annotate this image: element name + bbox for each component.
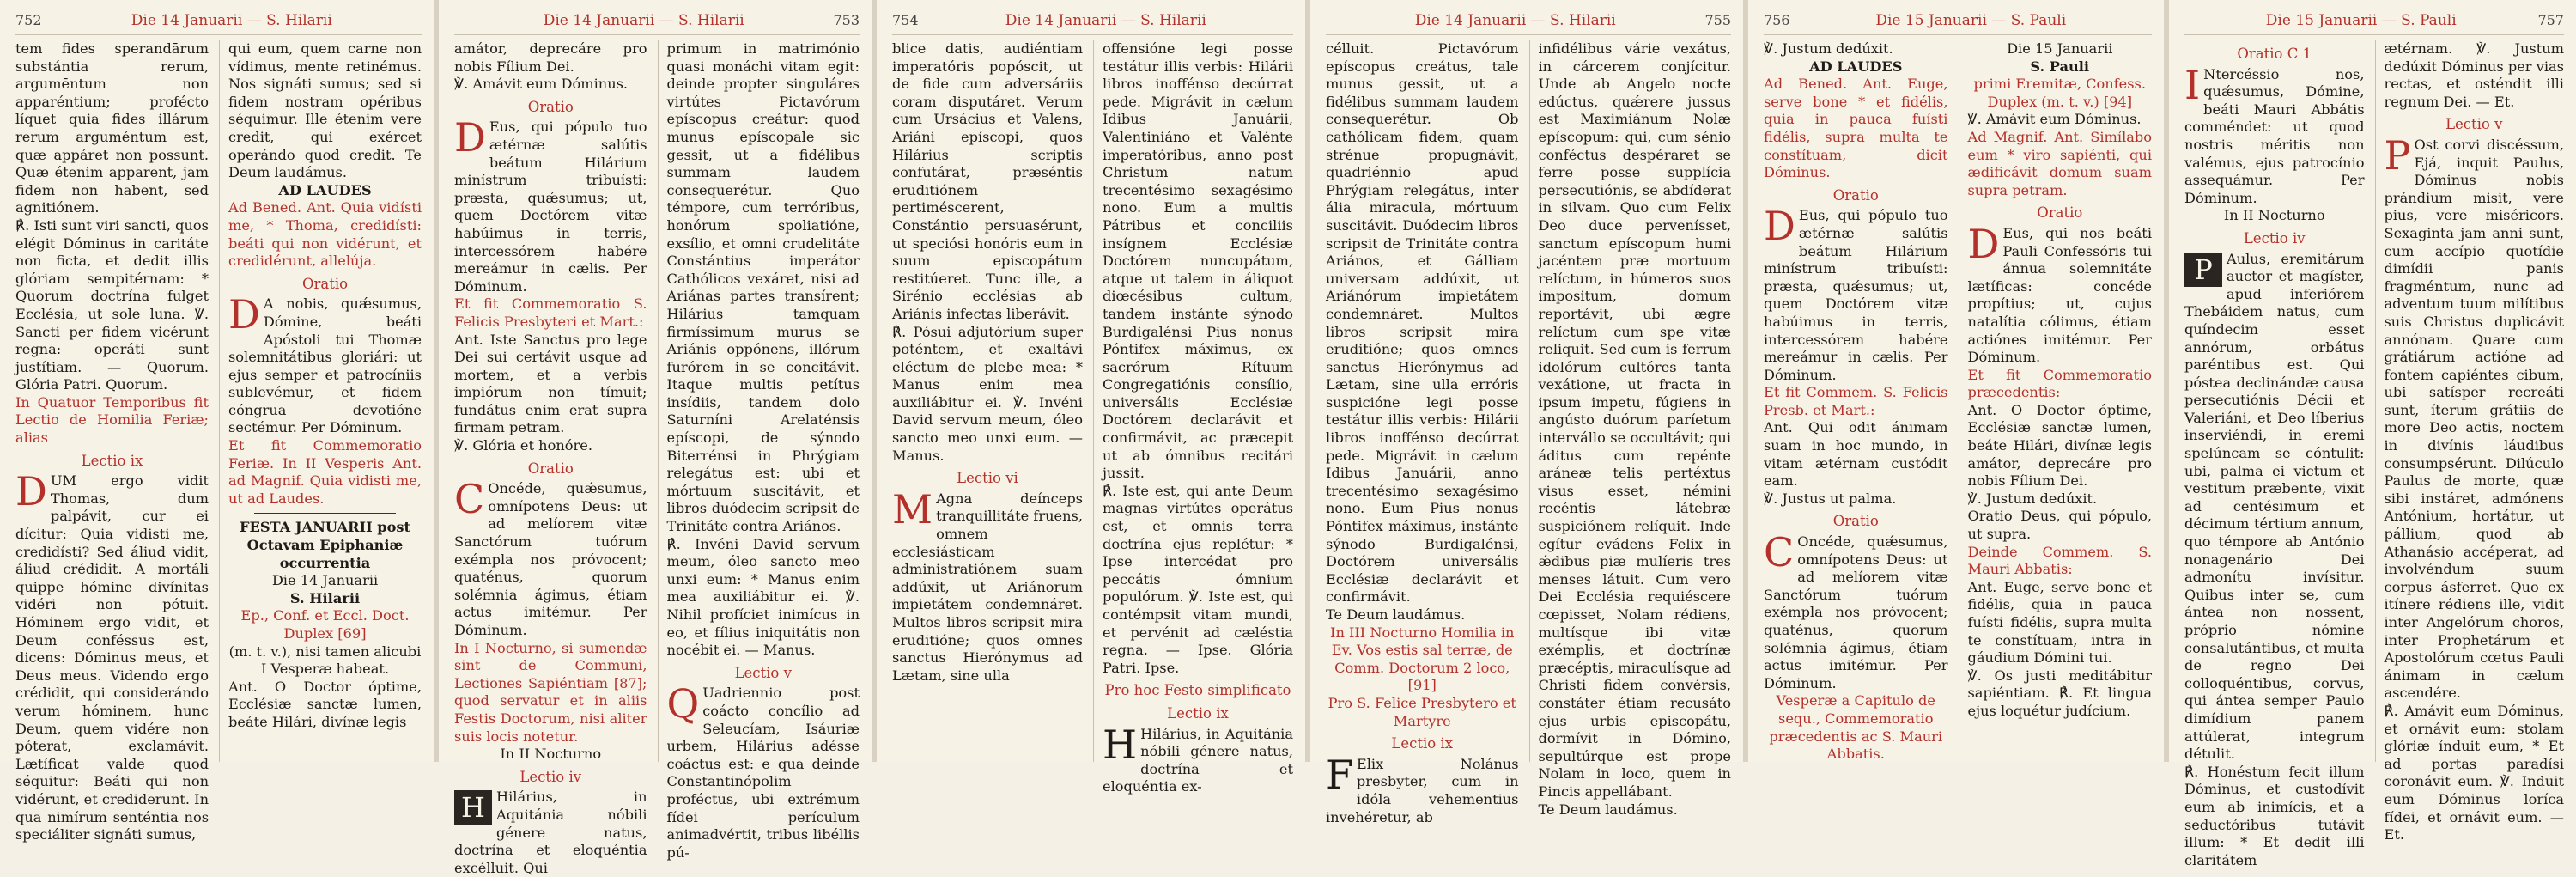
oratio-text: I Ntercéssio nos, quǽsumus, Dómine, beáti Mauri Abbátis comméndet: ut quod nostris méritis non valémus, ejus patrocínio assequámur. Per Dóminum. <box>2184 61 2365 206</box>
versicle: ℣. Amávit eum Dóminus. <box>454 76 629 93</box>
rubric: In I Nocturno, si sumendæ sint de Communi, Lectiones Sapiéntiam [87]; quod servatur et in aliis Festis Doctorum, nisi aliter suis locis notetur. <box>454 639 647 745</box>
text-block: qui eum, quem carne non vídimus, mente retinémus. Nos signáti sumus; sed si fidem nostram opéribus séquimur. Ille étenim vere credit, qui exércet operándo quod credit. Te Deum laudámus. <box>228 40 422 181</box>
responsory: ℟. Pósui adjutórium super poténtem, et exaltávi eléctum de plebe mea: * Manus enim mea auxiliábitur ei. ℣. Invéni David servum meum, óleo sancto meo unxi eum. — Manus. <box>892 323 1083 464</box>
responsory: ℟. Invéni David servum meum, óleo sancto meo unxi eum: * Manus enim mea auxiliábitur ei. ℣. Nihil profíciet inimícus in eo, et fílius iniquitátis non nocébit ei. — Manus. <box>666 535 860 659</box>
rubric: Vesperæ a Capitulo de sequ., Commemoratio præcedentis ac S. Mauri Abbatis. <box>1769 692 1943 763</box>
lectio-heading: Lectio v <box>2445 116 2503 133</box>
lectio-heading: Lectio ix <box>1391 735 1454 752</box>
lectio-text: M Agna deínceps tranquillitáte fruens, omnem ecclesiásticam administratiónem suam addúxit, ut Ariánorum impietátem condemnáret. Multos libros scripsit mira eruditióne; quos omnes sanctus Hierónymus ad Lætam, sine ulla <box>892 485 1083 684</box>
oratio-text: D Eus, qui nos beáti Pauli Confessóris tui ánnua solemnitáte lætíficas: concéde propítius; ut, cujus natalítia cólimus, étiam actiónes imitémur. Per Dóminum. <box>1967 220 2152 366</box>
page-number: 755 <box>1704 12 1731 28</box>
feast-rank: Ep., Conf. et Eccl. Doct. Duplex [69] <box>240 607 410 642</box>
responsory: ℟. Isti sunt viri sancti, quos elégit Dóminus in caritáte non ficta, et dedit illis glóriam sempitérnam: * Quorum doctrína fulget Ecclésia, ut sole luna. ℣. Sancti per fidem vicérunt regna: operáti sunt justítiam. — Quorum. Glória Patri. Quorum. <box>15 216 209 393</box>
lectio-text: DUM ergo vidit Thomas, dum palpávit, cur ei dícitur: Quia vidisti me, credidísti? Sed áliud vidit, áliud crédidit. A mortáli quippe hómine divínitas vidéri non pótuit. Hóminem ergo vidit, et Deum conféssus est, dicens: Dóminus meus, et Deus meus. Videndo ergo crédidit, qui considerándo verum hóminem, hunc Deum, quem vidére non póterat, exclamávit. Lætíficat valde quod séquitur: Beáti qui non vidérunt, et crediderunt. In qua nimírum senténtia nos speciáliter signáti sumus, <box>15 468 209 844</box>
page-number: 753 <box>833 12 860 28</box>
feast-rank: primi Eremitæ, Confess. Duplex (m. t. v.) [94] <box>1973 76 2146 110</box>
oratio-heading: Oratio <box>527 98 574 115</box>
lectio-heading: Lectio vi <box>957 470 1018 487</box>
lectio-text: Q Uadriennio post coácto concílio ad Seleucíam, Isáuriæ urbem, Hilárius adésse coáctus est: e qua deinde Constantinópolim proféctus, ubi extrémum fídei perículum animadvértit, tribus libéllis pú- <box>666 680 860 861</box>
saint-name: S. Hilarii <box>289 589 361 606</box>
antiphon: Ant. Euge, serve bone et fidélis, quia in pauca fuísti fidélis, supra multa te constítuam, intra in gáudium Dómini tui. <box>1967 578 2152 667</box>
antiphon: Ad Magnif. Ant. Simílabo eum * viro sapiénti, qui ædificávit domum suam supra petram. <box>1967 128 2152 198</box>
lectio-heading: Lectio iv <box>2243 229 2306 247</box>
rubric: Pro S. Felice Presbytero et Martyre <box>1327 694 1516 729</box>
versicle: ℣. Amávit eum Dóminus. <box>1967 111 2142 128</box>
te-deum: Te Deum laudámus. <box>1538 801 1678 818</box>
rubric: Deinde Commem. S. Mauri Abbatis: <box>1967 543 2152 578</box>
page-number: 757 <box>2537 12 2564 28</box>
ornate-initial: P <box>2184 253 2222 287</box>
column-right <box>1529 40 1732 818</box>
running-title: Die 14 Januarii — S. Hilarii <box>1414 12 1616 29</box>
lectio-text: H Hilárius, in Aquitánia nóbili génere natus, doctrína et eloquéntia excélluit. Qui <box>454 789 647 876</box>
page-755 <box>1305 0 1743 825</box>
running-title: Die 15 Januarii — S. Pauli <box>2265 12 2457 29</box>
page-753 <box>434 0 872 876</box>
lectio-text: P Aulus, eremitárum auctor et magíster, apud inferiórem Thebáidem natus, cum quíndecim esset annórum, orbátus paréntibus est. Qui póstea declinándæ causa persecutiónis Décii et Valeriáni, et Deo líberius inserviéndi, in eremi spelúncam se cóntulit: ubi, palma ei victum et vestitum præbente, vixit ad centésimum et décimum tértium annum, quo témpore ab António nonagenário Dei admonítu invísitur. Quibus inter se, cum ántea non nossent, próprio nómine consalutántibus, et multa de regno Dei colloquéntibus, corvus, qui ántea semper Paulo dimídium panem attúlerat, integrum détulit. <box>2184 250 2365 763</box>
antiphon: Ant. O Doctor óptime, Ecclésiæ sanctæ lumen, beáte Hilári, divínæ legis amátor, deprecáre pro nobis Fílium Dei. <box>1967 401 2152 490</box>
page-number: 756 <box>1764 12 1790 28</box>
running-title: Die 14 Januarii — S. Hilarii <box>543 12 744 29</box>
rubric: Et fit Commem. S. Felicis Presb. et Mart.: <box>1764 384 1948 418</box>
rubric: Et fit Commemoratio Feriæ. In II Vesperis Ant. ad Magnif. Quia vidisti me, ut ad Laudes. <box>228 437 422 507</box>
section-heading: AD LAUDES <box>278 181 372 198</box>
lectio-text: infidélibus várie vexátus, in cárcerem conjícitur. Unde ab Angelo nocte edúctus, quǽrere jussus est Maximiánum Nolæ epíscopum: qui, cum sénio conféctus despéraret se ferre posse supplícia persecutiónis, se abdíderat in silvam. Quo cum Felix Deo duce pervenísset, sanctum epíscopum humi jacéntem præ mortuum relíctum, in húmeros suos impositum, domum reportávit, ubi ægre relíctum cum spe vitæ reliquit. Sed cum is ferrum idolórum cultóres tanta vexátione, ut fracta in ipsum impetu, fúgiens in angústo duórum paríetum intervállo se occultávit; qui áditus cum repénte aráneæ telis pertéxtus visus esset, némini recéntis látebræ suspiciónem relíquit. Inde egítur evádens Felix in ǽdibus piæ mulíeris tres menses látuit. Cum vero Dei Ecclésia requiéscere cœpisset, Nolam rédiens, multísque ibi vitæ exémplis, et doctrínæ præcéptis, miraculísque ad Christi fidem convérsis, constáter étiam recusáto ejus urbis episcopátu, dormívit in Dómino, sepultúrque est prope Nolam in loco, quem in Pincis appellábant. <box>1538 40 1731 800</box>
lectio-text: F Elix Nolánus presbyter, cum in idóla vehementius invehéretur, ab <box>1326 751 1519 825</box>
column-left <box>892 40 1083 762</box>
rubric: In III Nocturno Homilia in Ev. Vos estis sal terræ, de Comm. Doctorum 2 loco, [91] <box>1330 624 1515 694</box>
rubric: Et fit Commemoratio S. Felicis Presbyteri et Mart.: <box>454 295 647 330</box>
versicle: ℣. Justum dedúxit. <box>1967 490 2098 507</box>
page-number: 754 <box>892 12 919 28</box>
ornate-initial: H <box>454 790 492 825</box>
column-right <box>2375 40 2565 844</box>
saint-name: S. Pauli <box>2030 58 2090 75</box>
te-deum: Te Deum laudámus. <box>1326 606 1466 623</box>
lectio-text: H Hilárius, in Aquitánia nóbili génere natus, doctrína et eloquéntia ex- <box>1103 721 1293 795</box>
column-right <box>1093 40 1293 795</box>
running-header <box>892 12 1293 35</box>
running-title: Die 15 Januarii — S. Pauli <box>1875 12 2067 29</box>
column-left <box>1326 40 1519 825</box>
page-754 <box>872 0 1305 795</box>
antiphon: Ant. O Doctor óptime, Ecclésiæ sanctæ lumen, beáte Hilári, divínæ legis <box>228 678 422 730</box>
lectio-text: P Ost corvi discéssum, Ejá, inquit Paulus, Dóminus nobis prándium misit, vere pius, vere miséricors. Sexaginta jam anni sunt, cum accípio quotídie dimídii panis fragméntum, nunc ad adventum tuum milítibus suis Christus duplicávit annónam. Quare cum grátiárum actióne ad fontem capiéntes cibum, ubi satísper recreáti sunt, íterum grátiis de more Deo actis, noctem in divínis láudibus consumpsérunt. Dilúculo Paulus de morte, quæ sibi instáret, admónens Antónium, hortátur, ut pállium, quod ab Athanásio accéperat, ad involvéndum suum corpus ásferret. Quo ex itínere rédiens ille, vidit inter Angelórum choros, inter Prophetárum et Apostolórum cœtus Pauli ánimam in cælum ascendére. <box>2384 131 2564 702</box>
oratio-text: D Eus, qui pópulo tuo ætérnæ salútis beátum Hilárium minístrum tribuísti: præsta, quǽsumus; ut, quem Doctórem vitæ habúimus in terris, intercessórem habére mereámur in cælis. Per Dóminum. <box>1764 203 1948 383</box>
responsory: ℟. Amávit eum Dóminus, et ornávit eum: stolam glóriæ índuit eum, * Et ad portas paradísi coronávit eum. ℣. Induit eum Dóminus loríca fídei, et ornávit eum. — Et. <box>2384 702 2564 844</box>
text-block: amátor, deprecáre pro nobis Fílium Dei. <box>454 40 647 75</box>
column-right <box>658 40 860 861</box>
divider <box>254 513 396 514</box>
responsory: ℟. Iste est, qui ante Deum magnas virtútes operátus est, et omnis terra doctrína ejus replétur: * Ipse intercédat pro peccátis ómnium populórum. ℣. Iste est, qui contémpsit vitam mundi, et pervénit ad cæléstia regna. — Ipse. Glória Patri. Ipse. <box>1103 482 1293 676</box>
oratio-heading: Oratio <box>1832 513 1879 530</box>
antiphon: Ant. Qui odit ánimam suam in hoc mundo, in vitam ætérnam custódit eam. <box>1764 419 1948 490</box>
lectio-text: blice datis, audiéntiam imperatóris popóscit, ut de fide cum adversáriis coram disputáret. Verum cum Ursácius et Valens, Ariáni epíscopi, quos Hilárius scriptis confutárat, præséntis eruditiónem pertiméscerent, Constántio persuasérunt, ut speciósi honóris eum in suum episcopátum restitúeret. Tunc ille, a Sirénio ecclésias ab Ariánis infectas liberávit. <box>892 40 1083 322</box>
versicle: ℣. Glória et honóre. <box>454 437 592 454</box>
antiphon: Ad Bened. Ant. Euge, serve bone * et fidélis, quia in pauca fuísti fidélis, supra multa te constítuam, dicit Dóminus. <box>1764 76 1948 181</box>
column-right <box>219 40 422 762</box>
lectio-heading: Lectio iv <box>519 768 582 785</box>
oratio-text: C Oncéde, quǽsumus, omnípotens Deus: ut ad melíorem vitæ Sanctórum tuórum exémpla nos próvocent; quaténus, quorum solémnia ágimus, étiam actus imitémur. Per Dóminum. <box>454 476 647 638</box>
running-header <box>1326 12 1731 35</box>
oratio-text: D A nobis, quǽsumus, Dómine, beáti Apóstoli tui Thomæ solemnitátibus gloriári: ut ejus semper et patrocíniis sublevémur, et fidem cóngrua devotióne sectémur. Per Dóminum. <box>228 291 422 436</box>
nocturn-heading: In II Nocturno <box>2223 207 2325 224</box>
lectio-text: célluit. Pictavórum epíscopus creátus, tale munus gessit, ut a fidélibus summam laudem consequerétur. Ob cathólicam fidem, quam strénue propugnávit, quadriénnio apud Phrýgiam relegátus, inter ália miracula, mórtuum suscitávit. Duódecim libros scripsit de Trinitáte contra Ariános, et Gálliam universam addúxit, ut Ariánórum impietátem condemnáret. Multos libros scripsit mira eruditióne; quos omnes sanctus Hierónymus ad Lætam, sine ulla erróris suspicióne legi posse testátur illis verbis: Hilárii libros inoffénso decúrrat pede. Migrávit in cælum Idibus Januárii, anno trecentésimo sexagésimo nono. Eum Pius nonus Póntifex máximus, instánte sýnodo Burdigalénsi, Doctórem universális Ecclésiæ declarávit et confirmávit. <box>1326 40 1519 606</box>
column-right <box>1959 40 2153 762</box>
oratio-reference: Oratio Deus, qui pópulo, ut supra. <box>1967 508 2152 543</box>
text-block: tem fides sperandārum substántia rerum, argumēntum non apparéntium; profécto líquet quia fides illárum rerum arguméntum est, quæ appáret non possunt. Quæ étenim apparent, jam fidem non habent, sed agnitiónem. <box>15 40 209 216</box>
rubric: (m. t. v.), nisi tamen alicubi I Vesperæ habeat. <box>228 643 422 678</box>
antiphon: Ant. Iste Sanctus pro lege Dei sui certávit usque ad mortem, et a verbis impiórum non tímuit; fundátus enim erat supra firmam petram. <box>454 331 647 436</box>
page-752 <box>0 0 434 844</box>
running-title: Die 14 Januarii — S. Hilarii <box>1005 12 1206 29</box>
running-header <box>15 12 422 35</box>
column-left <box>454 40 647 876</box>
feast-date: Die 15 Januarii <box>2007 40 2113 57</box>
running-header <box>1764 12 2152 35</box>
page-757 <box>2164 0 2576 868</box>
page-756 <box>1743 0 2164 762</box>
rubric: Et fit Commemoratio præcedentis: <box>1967 366 2152 401</box>
nocturn-heading: In II Nocturno <box>500 746 602 763</box>
column-left <box>1764 40 1948 762</box>
running-title: Die 14 Januarii — S. Hilarii <box>131 12 332 29</box>
lectio-text: primum in matrimónio quasi monáchi vitam egit: deinde propter singuláres virtútes Pictavórum epíscopus creátur: quod munus epíscopale sic gessit, ut a fidélibus summam laudem consequerétur. Quo témpore, cum terróribus, honórum spoliatióne, exsílio, et omni crudelitáte Constántius imperátor Cathólicos vexáret, nisi ad Ariánas partes transírent; Hilárius tamquam firmíssimum murus se Ariánis oppónens, illórum furórem in se concitávit. Itaque multis petítus insídiis, tandem dolo Saturníni Arelaténsis epíscopi, de sýnodo Biterrénsi in Phrýgiam relegátus est: ubi et mórtuum suscitávit, et libros duódecim scripsit de Trinitáte contra Ariános. <box>666 40 860 535</box>
rubric: Pro hoc Festo simplificato <box>1104 682 1291 699</box>
running-header <box>454 12 860 35</box>
feast-date: Die 14 Januarii <box>271 572 379 589</box>
lectio-heading: Lectio ix <box>81 452 143 469</box>
oratio-heading: Oratio <box>527 460 574 477</box>
oratio-heading: Oratio <box>1832 186 1879 204</box>
lectio-heading: Lectio v <box>734 664 792 681</box>
page-number: 752 <box>15 12 42 28</box>
antiphon: Ad Bened. Ant. Quia vidísti me, * Thoma, credidísti: beáti qui non vidérunt, et credidérunt, allelúja. <box>228 199 422 270</box>
oratio-heading: Oratio <box>2037 204 2083 222</box>
oratio-heading: Oratio <box>301 275 349 292</box>
section-heading: AD LAUDES <box>1809 58 1903 75</box>
rubric: In Quatuor Temporibus fit Lectio de Homilia Feriæ; alias <box>15 393 209 447</box>
versicle: ℣. Os justi meditábitur sapiéntiam. ℟. Et lingua ejus loquétur judícium. <box>1967 667 2152 719</box>
oratio-text: D Eus, qui pópulo tuo ætérnæ salútis beátum Hilárium minístrum tribuísti: præsta, quǽsumus; ut, quem Doctórem vitæ habúimus in terris, intercessórem habére mereámur in cælis. Per Dóminum. <box>454 114 647 295</box>
running-header <box>2184 12 2564 35</box>
feast-heading: FESTA JANUARII post Octavam Epiphaniæ occurrentia <box>239 519 410 571</box>
versicle: ℣. Justum dedúxit. <box>1764 40 1893 57</box>
oratio-heading: Oratio C 1 <box>2237 46 2312 62</box>
column-left <box>15 40 209 844</box>
responsory: ℟. Honéstum fecit illum Dóminus, et custodívit eum ab inimícis, et a seductóribus tutávit illum: * Et dedit illi claritátem <box>2184 763 2365 868</box>
responsory: ætérnam. ℣. Justum dedúxit Dóminus per vias rectas, et osténdit illi regnum Dei. — Et. <box>2384 40 2564 110</box>
drop-cap: D <box>15 468 47 515</box>
lectio-text: offensióne legi posse testátur illis verbis: Hilárii libros inoffénso decúrrat pede. Migrávit in cælum Idibus Januárii, Valentiniáno et Valénte imperatóribus, anno post Christum natum trecentésimo sexagésimo nono. Eum a multis Pátribus et conciliis insígnem Ecclésiæ Doctórem nuncupátum, atque ut talem in áliquot diœcésibus cultum, tandem instánte sýnodo Burdigalénsi Pius nonus Póntifex máximus, ex sacrórum Rítuum Congregatiónis consílio, universális Ecclésiæ Doctórem declarávit et confirmávit, ac præcepit ut ab ómnibus recitári jussit. <box>1103 40 1293 482</box>
versicle: ℣. Justus ut palma. <box>1764 490 1897 507</box>
column-left <box>2184 40 2365 868</box>
lectio-heading: Lectio ix <box>1167 704 1229 722</box>
oratio-text: C Oncéde, quǽsumus, omnípotens Deus: ut ad melíorem vitæ Sanctórum tuórum exémpla nos próvocent; quaténus, quorum solémnia ágimus, étiam actus imitémur. Per Dóminum. <box>1764 529 1948 691</box>
